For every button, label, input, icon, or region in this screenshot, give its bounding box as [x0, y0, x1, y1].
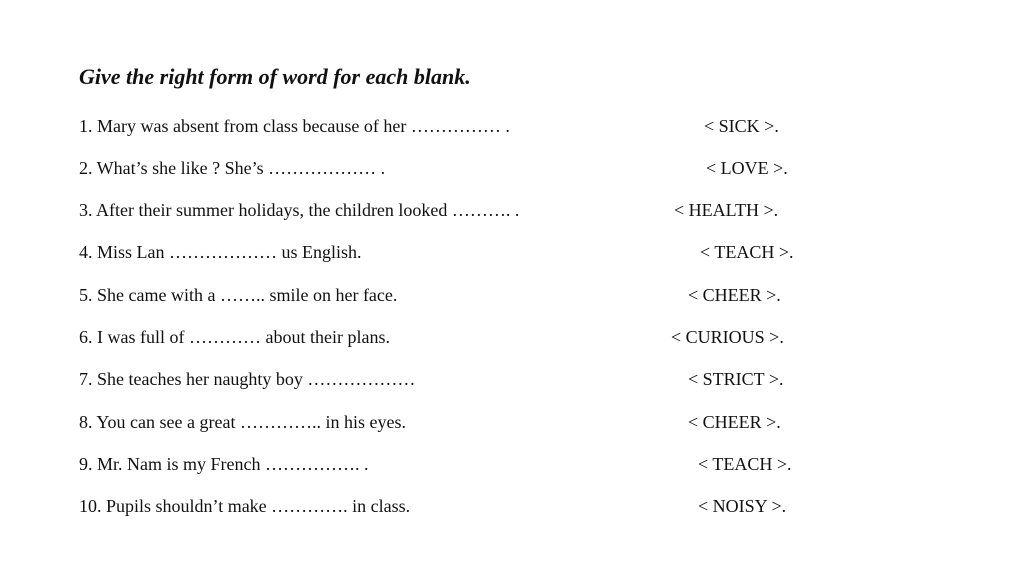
word-hint: < CHEER >.	[688, 412, 781, 432]
word-hint: < SICK >.	[704, 116, 779, 136]
question-text: 5. She came with a …….. smile on her face.	[79, 285, 398, 305]
question-text: 4. Miss Lan ……………… us English.	[79, 242, 362, 262]
exercise-item	[0, 281, 1024, 309]
word-hint: < NOISY >.	[698, 496, 787, 516]
question-text: 10. Pupils shouldn’t make …………. in class.	[79, 496, 411, 516]
exercise-item	[0, 154, 1024, 182]
exercise-item	[0, 196, 1024, 224]
question-text: 2. What’s she like ? She’s ……………… .	[79, 158, 386, 178]
question-text: 6. I was full of ………… about their plans.	[79, 327, 390, 347]
question-text: 8. You can see a great ………….. in his eyes.	[79, 412, 406, 432]
question-text: 9. Mr. Nam is my French ……………. .	[79, 454, 369, 474]
question-text: 7. She teaches her naughty boy ………………	[79, 369, 416, 389]
exercise-item	[0, 112, 1024, 140]
question-text: 3. After their summer holidays, the children looked ………. .	[79, 200, 520, 220]
word-hint: < TEACH >.	[700, 242, 794, 262]
exercise-title: Give the right form of word for each blank.	[79, 64, 471, 89]
exercise-item	[0, 450, 1024, 478]
question-text: 1. Mary was absent from class because of her …………… .	[79, 116, 510, 136]
exercise-item	[0, 408, 1024, 436]
exercise-item	[0, 238, 1024, 266]
exercise-item	[0, 492, 1024, 520]
exercise-item	[0, 323, 1024, 351]
word-hint: < CHEER >.	[688, 285, 781, 305]
word-hint: < LOVE >.	[706, 158, 788, 178]
word-hint: < HEALTH >.	[674, 200, 779, 220]
exercise-item	[0, 365, 1024, 393]
word-hint: < STRICT >.	[688, 369, 784, 389]
word-hint: < TEACH >.	[698, 454, 792, 474]
word-hint: < CURIOUS >.	[671, 327, 784, 347]
